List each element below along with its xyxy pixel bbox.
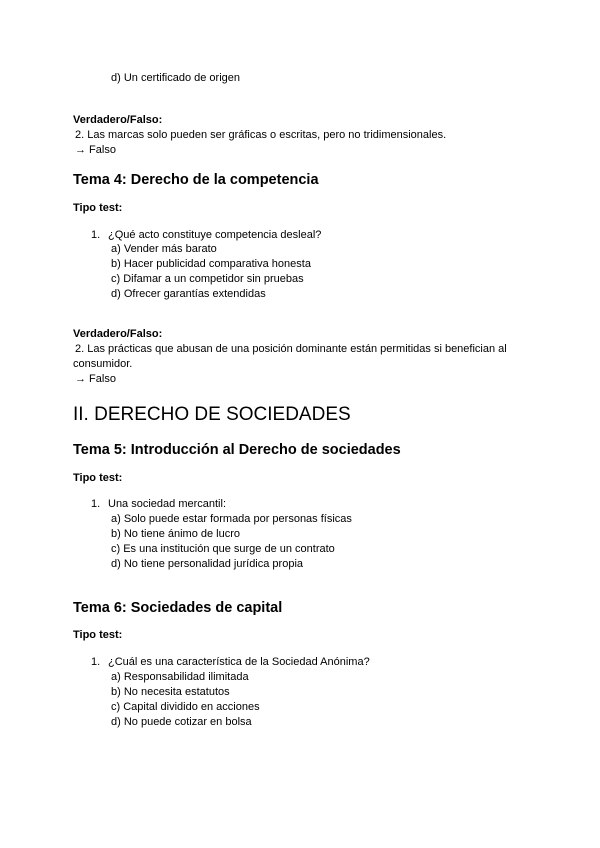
tema6-option-c: c) Capital dividido en acciones <box>111 701 260 713</box>
tema4-question-number: 1. <box>91 229 101 241</box>
tema4-option-c: c) Difamar a un competidor sin pruebas <box>111 273 304 285</box>
tema6-question-number: 1. <box>91 656 101 668</box>
tema5-question: Una sociedad mercantil: <box>108 498 227 510</box>
tema5-option-c: c) Es una institución que surge de un contrato <box>111 543 335 555</box>
tema6-option-a: a) Responsabilidad ilimitada <box>111 671 249 683</box>
tema5-title: Tema 5: Introducción al Derecho de sociedades <box>73 442 401 458</box>
vf2-answer: → Falso <box>75 373 116 385</box>
tema4-tipo-test: Tipo test: <box>73 202 123 214</box>
tema4-option-a: a) Vender más barato <box>111 243 217 255</box>
vf2-heading: Verdadero/Falso: <box>73 328 163 340</box>
tema5-tipo-test: Tipo test: <box>73 472 123 484</box>
vf-answer: → Falso <box>75 144 116 156</box>
tema6-question: ¿Cuál es una característica de la Sociedad Anónima? <box>108 656 370 668</box>
tema6-title: Tema 6: Sociedades de capital <box>73 600 283 616</box>
vf-statement: 2. Las marcas solo pueden ser gráficas o escritas, pero no tridimensionales. <box>75 129 447 141</box>
tema6-option-d: d) No puede cotizar en bolsa <box>111 716 252 728</box>
tema5-question-number: 1. <box>91 498 101 510</box>
tema5-option-a: a) Solo puede estar formada por personas físicas <box>111 513 352 525</box>
vf-heading: Verdadero/Falso: <box>73 114 163 126</box>
tema6-option-b: b) No necesita estatutos <box>111 686 230 698</box>
tema4-option-d: d) Ofrecer garantías extendidas <box>111 288 266 300</box>
vf2-statement-line2: consumidor. <box>73 358 133 370</box>
tema6-tipo-test: Tipo test: <box>73 629 123 641</box>
vf2-statement-line1: 2. Las prácticas que abusan de una posición dominante están permitidas si benefician al <box>75 343 507 355</box>
tema5-option-b: b) No tiene ánimo de lucro <box>111 528 241 540</box>
prev-option-d: d) Un certificado de origen <box>111 72 241 84</box>
tema5-option-d: d) No tiene personalidad jurídica propia <box>111 558 304 570</box>
section-title: II. DERECHO DE SOCIEDADES <box>73 404 351 425</box>
tema4-title: Tema 4: Derecho de la competencia <box>73 172 319 188</box>
tema4-question: ¿Qué acto constituye competencia desleal? <box>108 229 322 241</box>
tema4-option-b: b) Hacer publicidad comparativa honesta <box>111 258 311 270</box>
